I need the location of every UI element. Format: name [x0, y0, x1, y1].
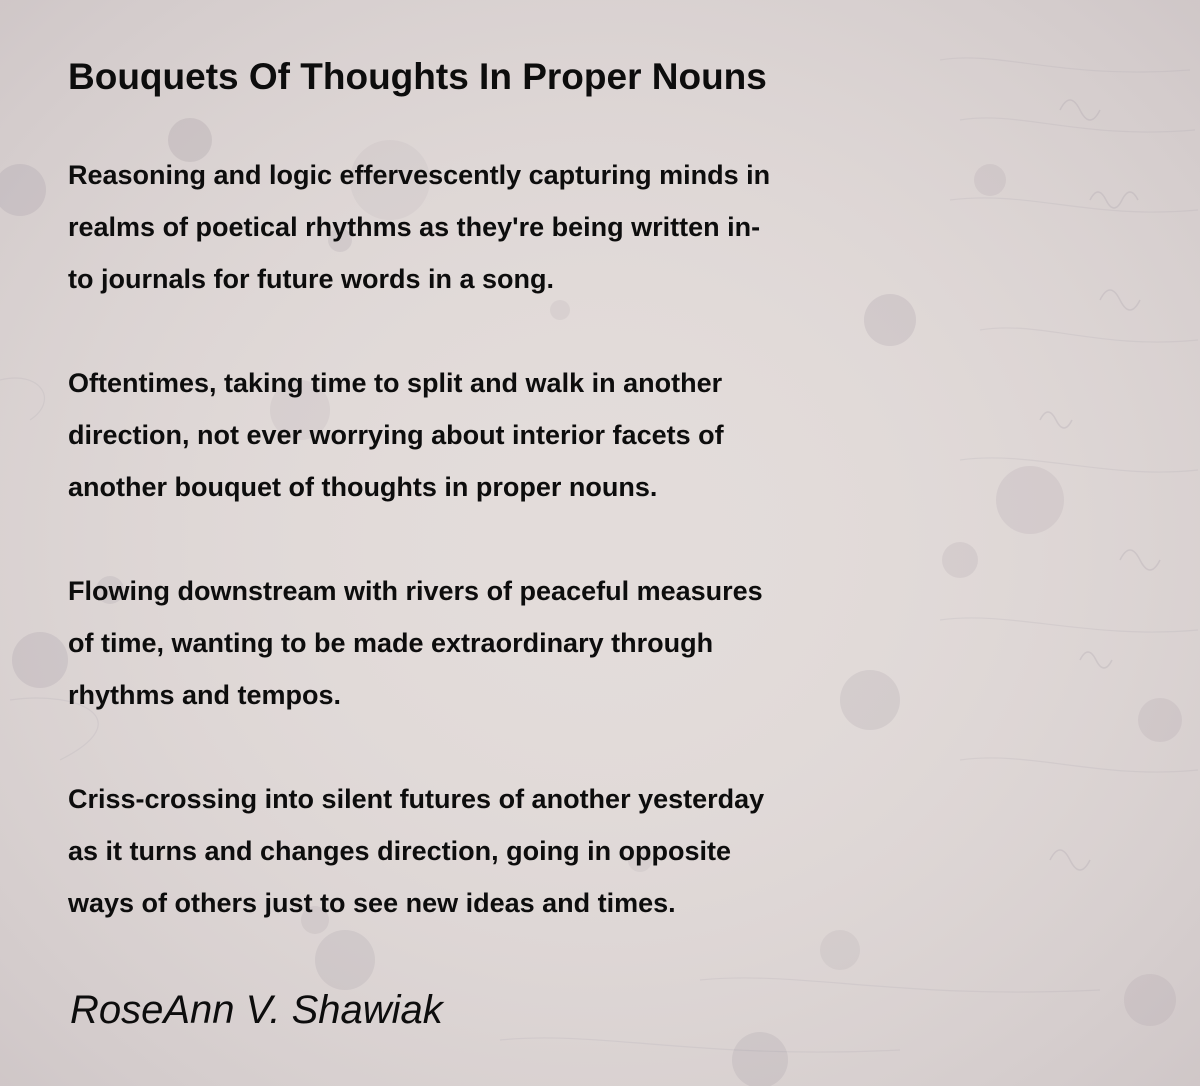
poem-line: as it turns and changes direction, going in opposite	[68, 836, 732, 866]
poem-line: another bouquet of thoughts in proper nouns.	[68, 472, 658, 502]
poem-line: Criss-crossing into silent futures of another yesterday	[68, 784, 765, 814]
stanza	[68, 357, 928, 513]
stanza	[68, 149, 928, 305]
poem-body	[68, 149, 928, 929]
poem-line: Flowing downstream with rivers of peaceful measures	[68, 576, 763, 606]
stanza	[68, 565, 928, 721]
poem-line: realms of poetical rhythms as they're being written in-	[68, 212, 761, 242]
poem-line: Reasoning and logic effervescently capturing minds in	[68, 160, 771, 190]
poem-line: direction, not ever worrying about interior facets of	[68, 420, 724, 450]
poem-title: Bouquets Of Thoughts In Proper Nouns	[68, 56, 767, 97]
poem-line: Oftentimes, taking time to split and walk in another	[68, 368, 723, 398]
poem-line: to journals for future words in a song.	[68, 264, 555, 294]
poem-line: rhythms and tempos.	[68, 680, 342, 710]
poem-content	[68, 52, 928, 981]
stanza	[68, 773, 928, 929]
poem-line: ways of others just to see new ideas and times.	[68, 888, 676, 918]
poem-author: RoseAnn V. Shawiak	[70, 988, 443, 1032]
poem-line: of time, wanting to be made extraordinary through	[68, 628, 714, 658]
